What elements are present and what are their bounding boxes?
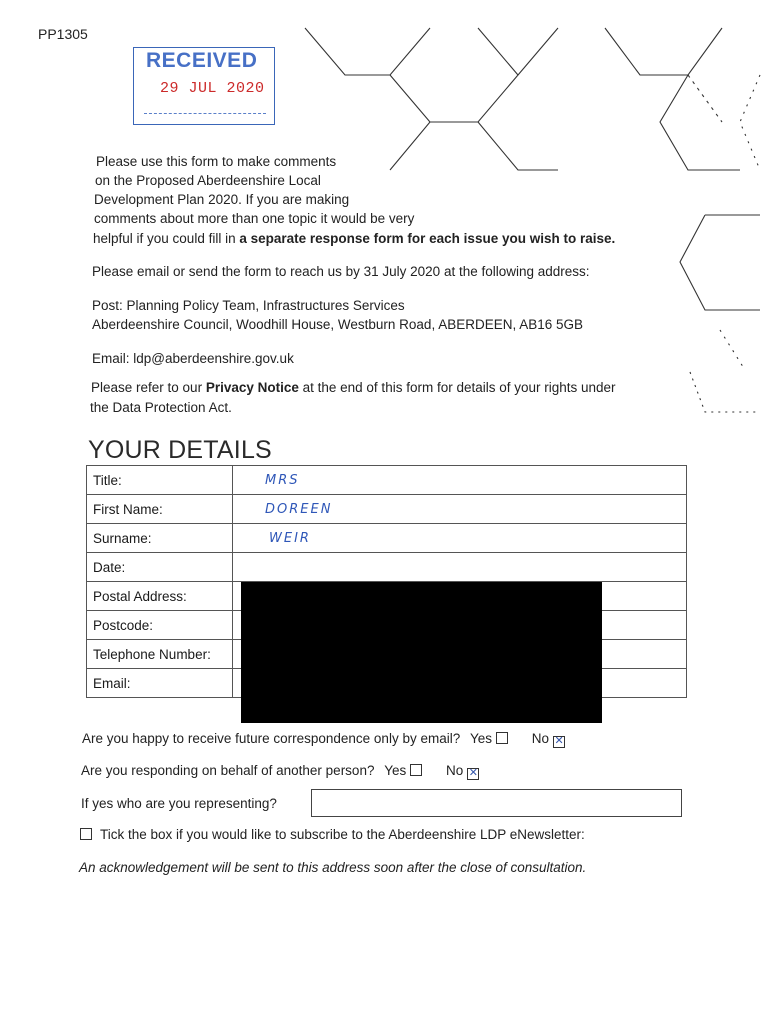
representing-label: If yes who are you representing? bbox=[81, 796, 277, 811]
intro-line-1: Please use this form to make comments bbox=[96, 154, 337, 169]
send-instructions: Please email or send the form to reach us by 31 July 2020 at the following address: bbox=[92, 264, 590, 279]
title-label: Title: bbox=[87, 466, 233, 495]
section-heading: YOUR DETAILS bbox=[88, 436, 272, 464]
representing-input[interactable] bbox=[311, 789, 682, 817]
surname-value: WEIR bbox=[269, 531, 311, 546]
intro-line-5-bold: a separate response form for each issue you wish to raise. bbox=[239, 231, 616, 246]
first-name-value: DOREEN bbox=[265, 502, 333, 517]
first-name-label: First Name: bbox=[87, 495, 233, 524]
surname-label: Surname: bbox=[87, 524, 233, 553]
yes-label: Yes bbox=[469, 731, 493, 746]
privacy-line-1 bbox=[91, 378, 616, 397]
date-field[interactable] bbox=[233, 553, 687, 582]
table-row bbox=[87, 553, 687, 582]
title-value: MRS bbox=[265, 473, 300, 488]
table-row bbox=[87, 524, 687, 553]
intro-line-5-text: helpful if you could fill in bbox=[93, 231, 240, 246]
behalf-question bbox=[81, 763, 479, 780]
acknowledgement-note: An acknowledgement will be sent to this address soon after the close of consultation. bbox=[79, 860, 587, 875]
stamp-title: RECEIVED bbox=[146, 49, 258, 72]
intro-line-4: comments about more than one topic it would be very bbox=[94, 211, 415, 226]
intro-line-2: on the Proposed Aberdeenshire Local bbox=[95, 173, 321, 188]
received-stamp bbox=[133, 47, 275, 125]
surname-field[interactable] bbox=[233, 524, 687, 553]
no-label: No bbox=[531, 731, 550, 746]
table-row bbox=[87, 495, 687, 524]
first-name-field[interactable] bbox=[233, 495, 687, 524]
empty-checkbox-icon[interactable] bbox=[496, 732, 508, 744]
privacy-text-end: at the end of this form for details of your rights under bbox=[298, 380, 616, 395]
post-address-line-1: Post: Planning Policy Team, Infrastructures Services bbox=[92, 298, 405, 313]
empty-checkbox-icon[interactable] bbox=[410, 764, 422, 776]
empty-checkbox-icon[interactable] bbox=[80, 828, 92, 840]
date-label: Date: bbox=[87, 553, 233, 582]
postcode-label: Postcode: bbox=[87, 611, 233, 640]
newsletter-row bbox=[80, 827, 585, 842]
postal-address-label: Postal Address: bbox=[87, 582, 233, 611]
email-address: Email: ldp@aberdeenshire.gov.uk bbox=[92, 351, 294, 366]
privacy-line-2: the Data Protection Act. bbox=[90, 400, 232, 415]
email-label: Email: bbox=[87, 669, 233, 698]
stamp-signature-line bbox=[144, 113, 266, 114]
stamp-date: 29 JUL 2020 bbox=[160, 80, 265, 97]
cross-check-icon[interactable]: ✕ bbox=[554, 735, 564, 747]
yes-label: Yes bbox=[384, 763, 407, 778]
post-address-line-2: Aberdeenshire Council, Woodhill House, Westburn Road, ABERDEEN, AB16 5GB bbox=[92, 317, 584, 332]
email-correspondence-question bbox=[82, 731, 565, 748]
document-reference: PP1305 bbox=[38, 26, 88, 42]
title-field[interactable] bbox=[233, 466, 687, 495]
redaction-block bbox=[241, 582, 602, 723]
cross-check-icon[interactable]: ✕ bbox=[468, 767, 478, 779]
behalf-question-text: Are you responding on behalf of another person? bbox=[81, 763, 375, 778]
table-row bbox=[87, 466, 687, 495]
telephone-label: Telephone Number: bbox=[87, 640, 233, 669]
privacy-text-start: Please refer to our bbox=[91, 380, 206, 395]
newsletter-text: Tick the box if you would like to subscribe to the Aberdeenshire LDP eNewsletter: bbox=[100, 827, 585, 842]
intro-line-3: Development Plan 2020. If you are making bbox=[94, 192, 350, 207]
privacy-notice-link: Privacy Notice bbox=[205, 380, 299, 395]
no-label: No bbox=[446, 763, 464, 778]
email-question-text: Are you happy to receive future correspondence only by email? bbox=[82, 731, 461, 746]
intro-line-5 bbox=[93, 229, 615, 248]
